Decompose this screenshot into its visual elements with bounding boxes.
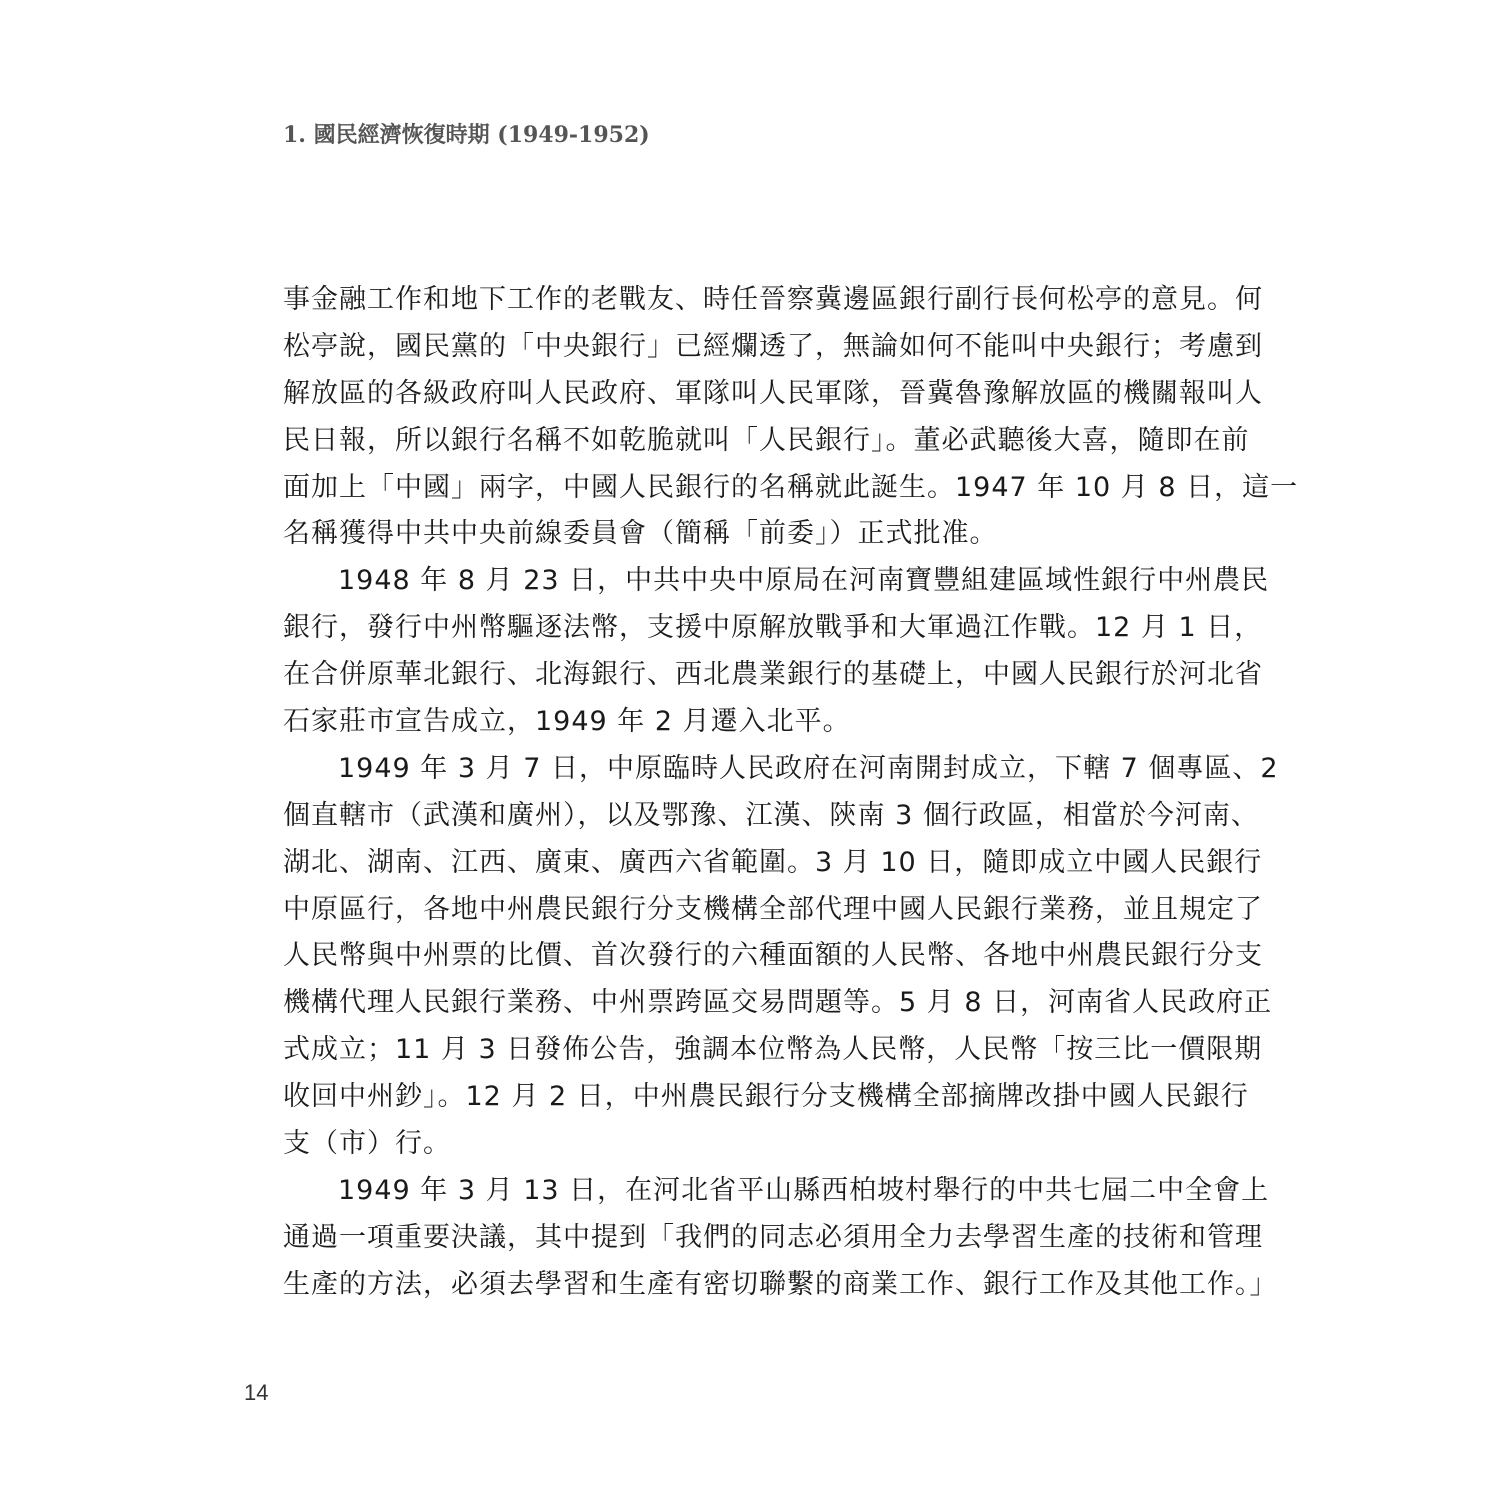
text-line: 1948 年 8 月 23 日，中共中央中原局在河南寶豐組建區域性銀行中州農民 (338, 565, 1270, 597)
text-line: 1949 年 3 月 7 日，中原臨時人民政府在河南開封成立，下轄 7 個專區、2 (338, 752, 1279, 784)
text-line: 機構代理人民銀行業務、中州票跨區交易問題等。5 月 8 日，河南省人民政府正 (283, 987, 1273, 1019)
text-line: 面加上「中國」兩字，中國人民銀行的名稱就此誕生。1947 年 10 月 8 日，這一 (283, 471, 1299, 503)
text-line: 解放區的各級政府叫人民政府、軍隊叫人民軍隊，晉冀魯豫解放區的機關報叫人 (283, 377, 1263, 409)
text-line: 個直轄市（武漢和廣州），以及鄂豫、江漢、陝南 3 個行政區，相當於今河南、 (283, 799, 1259, 831)
text-line: 生產的方法，必須去學習和生產有密切聯繫的商業工作、銀行工作及其他工作。」 (283, 1268, 1278, 1300)
text-line: 湖北、湖南、江西、廣東、廣西六省範圍。3 月 10 日，隨即成立中國人民銀行 (283, 846, 1263, 878)
text-line: 名稱獲得中共中央前線委員會（簡稱「前委」）正式批准。 (283, 518, 998, 550)
running-header: 1. 國民經濟恢復時期 (1949-1952) (283, 122, 650, 148)
text-line: 松亭說，國民黨的「中央銀行」已經爛透了，無論如何不能叫中央銀行；考慮到 (283, 330, 1263, 362)
text-line: 銀行，發行中州幣驅逐法幣，支援中原解放戰爭和大軍過江作戰。12 月 1 日， (283, 612, 1263, 644)
body-text (283, 277, 1299, 1309)
text-line: 1949 年 3 月 13 日，在河北省平山縣西柏坡村舉行的中共七屆二中全會上 (338, 1174, 1270, 1206)
text-line: 中原區行，各地中州農民銀行分支機構全部代理中國人民銀行業務，並且規定了 (283, 893, 1263, 925)
text-line: 式成立；11 月 3 日發佈公告，強調本位幣為人民幣，人民幣「按三比一價限期 (283, 1034, 1263, 1066)
text-line: 事金融工作和地下工作的老戰友、時任晉察冀邊區銀行副行長何松亭的意見。何 (283, 284, 1263, 315)
text-line: 民日報，所以銀行名稱不如乾脆就叫「人民銀行」。董必武聽後大喜，隨即在前 (283, 424, 1250, 456)
text-line: 人民幣與中州票的比價、首次發行的六種面額的人民幣、各地中州農民銀行分支 (283, 940, 1263, 972)
text-line: 支（市）行。 (283, 1128, 451, 1160)
page-number: 14 (244, 1380, 269, 1405)
text-line: 通過一項重要決議，其中提到「我們的同志必須用全力去學習生產的技術和管理 (283, 1221, 1263, 1253)
text-line: 石家莊市宣告成立，1949 年 2 月遷入北平。 (283, 706, 851, 738)
text-line: 在合併原華北銀行、北海銀行、西北農業銀行的基礎上，中國人民銀行於河北省 (283, 659, 1263, 691)
text-line: 收回中州鈔」。12 月 2 日，中州農民銀行分支機構全部摘牌改掛中國人民銀行 (283, 1081, 1249, 1113)
